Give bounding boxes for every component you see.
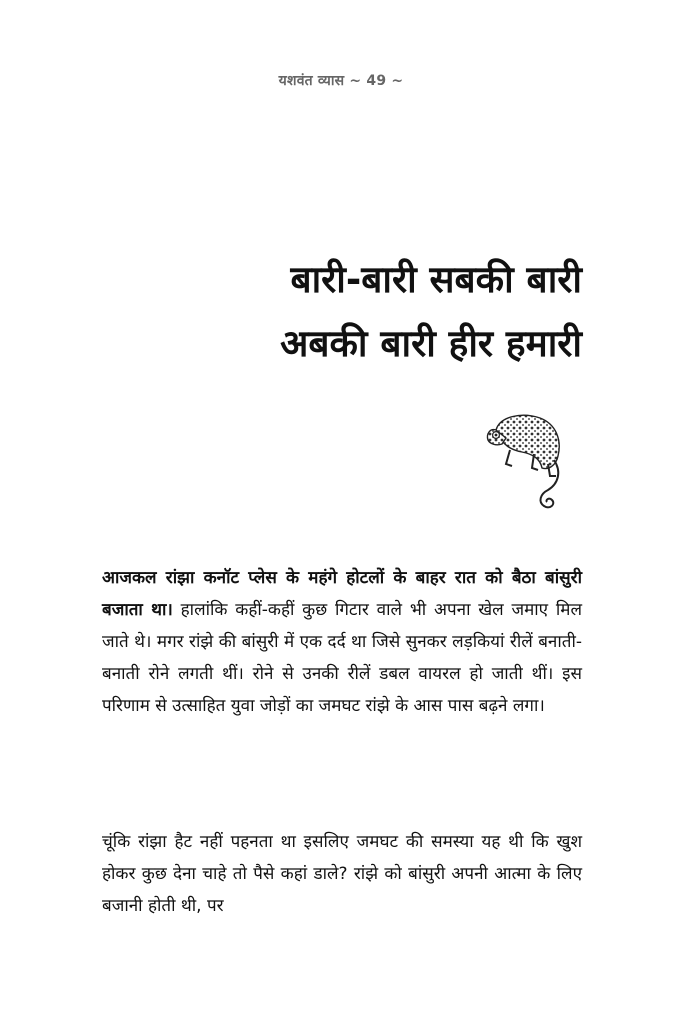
running-head [0, 71, 682, 90]
running-head-author: यशवंत व्यास [278, 73, 345, 89]
body-paragraph-1 [102, 562, 582, 722]
body-paragraph-1-rest: हालांकि कहीं-कहीं कुछ गिटार वाले भी अपना खेल जमाए मिल जाते थे। मगर रांझे की बांसुरी में एक दर्द था जिसे सुनकर लड़कियां रीलें बनाती-बनाती रोने लगती थीं। रोने से उनकी रीलें डबल वायरल हो जाती थीं। इस परिणाम से उत्साहित युवा जोड़ों का जमघट रांझे के आस पास बढ़ने लगा। [102, 600, 582, 716]
chameleon-illustration [482, 408, 572, 512]
body-paragraph-2: चूंकि रांझा हैट नहीं पहनता था इसलिए जमघट की समस्या यह थी कि खुश होकर कुछ देना चाहे तो पैसे कहां डाले? रांझे को बांसुरी अपनी आत्मा के लिए बजानी होती थी, पर [102, 832, 582, 916]
running-head-page-number: ~ 49 ~ [349, 73, 404, 89]
chapter-title-line-2: अबकी बारी हीर हमारी [280, 322, 582, 365]
chapter-title [280, 248, 582, 376]
body-paragraph-1-lead: आजकल रांझा कनॉट प्लेस के महंगे होटलों के बाहर रात को बैठा बांसुरी बजाता था। [102, 568, 582, 620]
chapter-title-line-1: बारी-बारी सबकी बारी [290, 258, 582, 301]
